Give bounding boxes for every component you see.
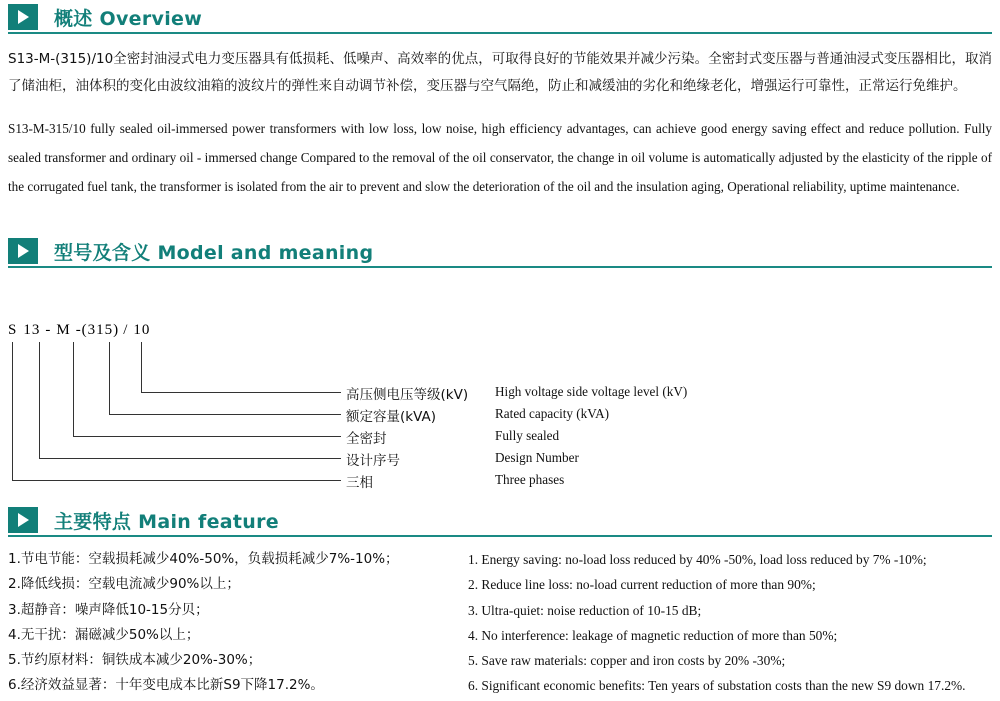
overview-body-cn: S13-M-(315)/10全密封油浸式电力变压器具有低损耗、低噪声、高效率的优点，可取得良好的节能效果并减少污染。全密封式变压器与普通油浸式变压器相比，取消了储油柜，油体积的变化由波纹油箱的波纹片的弹性来自动调节补偿，变压器与空气隔绝，防止和减缓油的劣化和绝缘老化，增强运行可靠性，正常运行免维护。 [8,51,992,94]
model-code-part-3: M [56,322,71,338]
feature-columns [8,547,992,699]
model-item-3-label-en: Design Number [495,450,579,465]
model-item-0-label-cn: 高压侧电压等级(kV) [346,387,469,403]
feature-item-en: 6. Significant economic benefits: Ten years of substation costs than the new S9 down 17.2%. [468,678,966,694]
model-item-4-label-en: Three phases [495,472,565,487]
overview-heading-cn: 概述 [54,7,93,30]
feature-item-en: 5. Save raw materials: copper and iron costs by 20% -30%; [468,653,786,669]
model-code-part-4: -(315) [75,322,120,338]
model-code-part-5: / [123,322,129,338]
leader-line-horizontal-hv [141,392,341,393]
feature-item-en: 1. Energy saving: no-load loss reduced by 40% -50%, load loss reduced by 7% -10%; [468,552,927,567]
model-item-2-label-cn: 全密封 [346,431,387,447]
feature-heading [8,505,992,537]
model-code-part-2: - [45,322,52,338]
model-code-part-6: 10 [133,322,151,338]
model-item-0-label-en: High voltage side voltage level (kV) [495,384,688,399]
feature-item-cn: 6.经济效益显著：十年变电成本比新S9下降17.2%。 [8,677,324,694]
feature-item-cn: 4.无干扰：漏磁减少50%以上； [8,626,200,643]
leader-line-horizontal-sealed [73,436,341,437]
model-code [8,322,150,339]
feature-heading-en: Main feature [138,510,279,533]
model-code-part-0: S [8,322,18,338]
overview-section [8,2,992,214]
overview-heading-text [54,4,202,31]
feature-heading-cn: 主要特点 [54,510,132,533]
overview-heading-en: Overview [99,7,203,30]
leader-line-vertical-phases [12,342,13,480]
model-item-4-label-cn: 三相 [346,475,373,491]
play-arrow-icon [8,238,38,264]
leader-line-vertical-capacity [109,342,110,414]
leader-line-horizontal-phases [12,480,341,481]
leader-line-vertical-sealed [73,342,74,436]
play-arrow-icon [8,4,38,30]
overview-heading [8,2,992,34]
model-heading-en: Model and meaning [157,241,374,264]
feature-section [8,505,992,699]
leader-line-vertical-hv [141,342,142,392]
feature-list-cn [8,547,463,699]
model-section [8,236,992,489]
model-item-3-label-cn: 设计序号 [346,453,400,469]
feature-item-en: 3. Ultra-quiet: noise reduction of 10-15 dB; [468,602,702,618]
leader-line-horizontal-capacity [109,414,341,415]
model-breakdown-diagram [8,274,992,489]
play-arrow-icon [8,507,38,533]
feature-item-cn: 3.超静音：噪声降低10-15分贝； [8,601,209,618]
feature-heading-text [54,507,279,534]
model-item-1-label-cn: 额定容量(kVA) [346,409,436,425]
feature-item-en: 4. No interference: leakage of magnetic reduction of more than 50%; [468,627,838,643]
model-heading-cn: 型号及含义 [54,241,151,264]
model-item-1-label-en: Rated capacity (kVA) [495,406,610,421]
feature-item-en: 2. Reduce line loss: no-load current reduction of more than 90%; [468,577,816,593]
overview-body-en: S13-M-315/10 fully sealed oil-immersed power transformers with low loss, low noise, high efficiency advantages, can achieve good energy saving effect and reduce pollution. Fully sealed transformer and ordinary oil - immersed change Compared to the removal of the oil conservator, the change in oil volume is automatically adjusted by the elasticity of the ripple of the corrugated fuel tank, the transformer is isolated from the air to prevent and slow the deterioration of the oil and the insulation aging, Operational reliability, uptime maintenance. [8,120,992,194]
model-heading-text [54,238,373,265]
model-heading [8,236,992,268]
leader-line-vertical-design [39,342,40,458]
model-code-part-1: 13 [23,322,41,338]
feature-item-cn: 1.节电节能：空载损耗减少40%-50%，负载损耗减少7%-10%； [8,551,399,567]
leader-line-horizontal-design [39,458,341,459]
model-item-2-label-en: Fully sealed [495,428,560,443]
feature-item-cn: 2.降低线损：空载电流减少90%以上； [8,576,240,593]
feature-item-cn: 5.节约原材料：铜铁成本减少20%-30%； [8,652,262,669]
feature-list-en [463,547,992,699]
